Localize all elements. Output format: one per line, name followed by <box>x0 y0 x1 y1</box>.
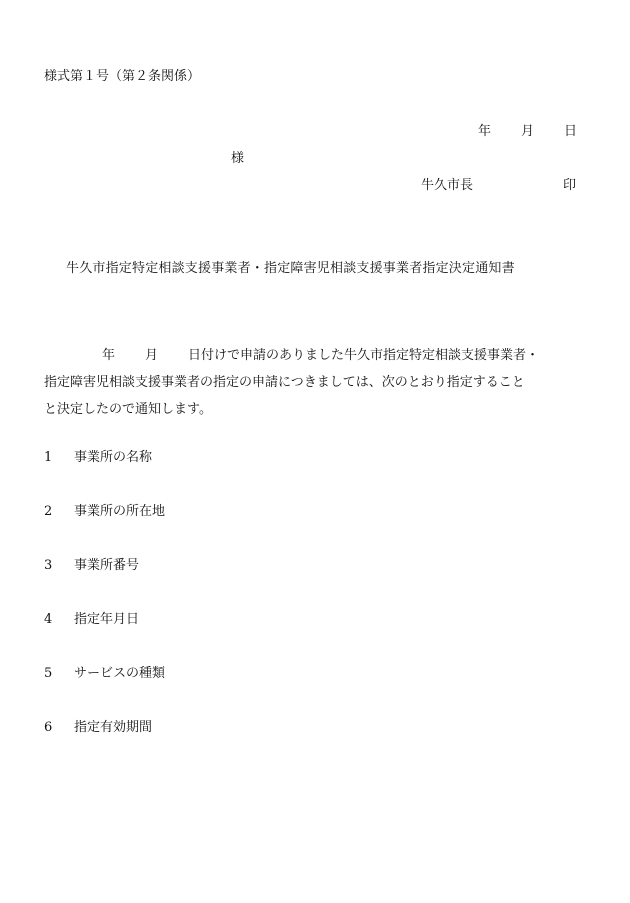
date-day-label: 日 <box>564 124 578 139</box>
body-paragraph <box>44 342 584 423</box>
list-item <box>44 559 139 572</box>
body-line-2: 指定障害児相談支援事業者の指定の申請につきましては、次のとおり指定すること <box>44 375 525 390</box>
date-month-label: 月 <box>521 124 535 139</box>
body-year-label: 年 <box>102 348 116 363</box>
list-item <box>44 451 152 464</box>
body-month-label: 月 <box>145 348 159 363</box>
item-number: 1 <box>44 450 53 465</box>
item-number: 3 <box>44 558 53 573</box>
date-line <box>478 125 577 138</box>
list-item <box>44 505 165 518</box>
item-label: 事業所の所在地 <box>74 504 166 519</box>
body-line-1 <box>44 342 584 369</box>
list-item <box>44 667 165 680</box>
issuer-line <box>421 179 576 192</box>
item-number: 6 <box>44 720 53 735</box>
body-line-1-text: 日付けで申請のありました牛久市指定特定相談支援事業者・ <box>188 348 540 363</box>
item-number: 2 <box>44 504 53 519</box>
body-line-3: と決定したので通知します。 <box>44 402 212 417</box>
addressee-honorific: 様 <box>231 151 245 166</box>
list-item <box>44 721 152 734</box>
item-label: 指定年月日 <box>74 612 140 627</box>
issuer-name: 牛久市長 <box>421 178 474 193</box>
item-label: 事業所番号 <box>74 558 140 573</box>
list-item <box>44 613 139 626</box>
item-number: 5 <box>44 666 53 681</box>
item-label: 事業所の名称 <box>74 450 153 465</box>
item-label: 指定有効期間 <box>74 720 153 735</box>
issuer-seal: 印 <box>563 178 577 193</box>
date-year-label: 年 <box>478 124 492 139</box>
item-label: サービスの種類 <box>74 666 166 681</box>
item-number: 4 <box>44 612 53 627</box>
document-title: 牛久市指定特定相談支援事業者・指定障害児相談支援事業者指定決定通知書 <box>66 261 515 276</box>
form-number: 様式第１号（第２条関係） <box>44 69 201 84</box>
